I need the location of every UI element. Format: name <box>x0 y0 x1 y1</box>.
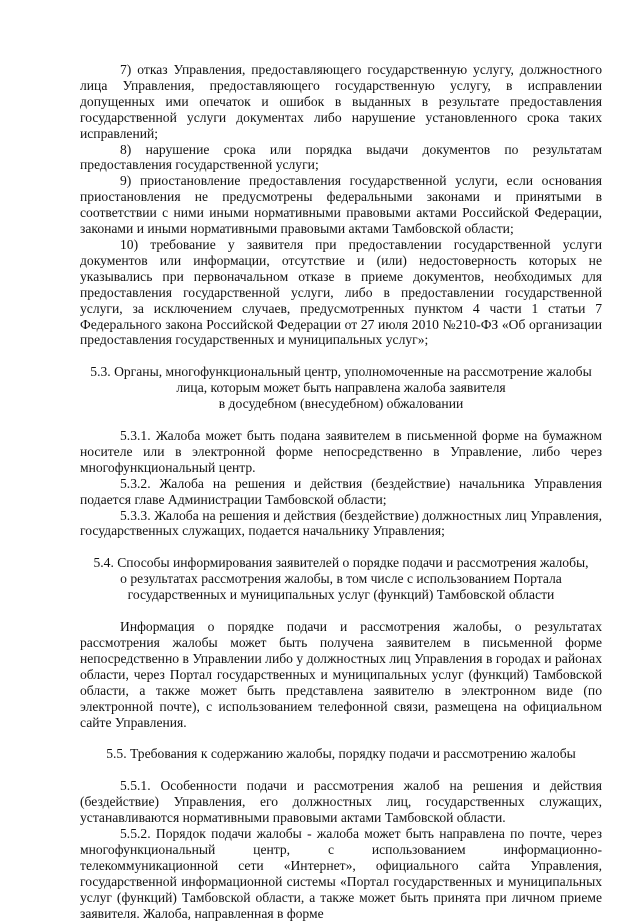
paragraph-5-5-1: 5.5.1. Особенности подачи и рассмотрения жалоб на решения и действия (бездействие) Управления, его должностных лиц, государственных служащих, устанавливаются нормативными правовыми актами Тамбовской области. <box>80 778 602 826</box>
section-5-3-heading-line-3: в досудебном (внесудебном) обжаловании <box>218 396 464 412</box>
section-5-3-heading <box>80 364 602 412</box>
section-5-4-heading <box>80 555 602 603</box>
section-5-4-heading-line-3: государственных и муниципальных услуг (функций) Тамбовской области <box>127 587 555 603</box>
section-5-4-heading-line-1: 5.4. Способы информирования заявителей о порядке подачи и рассмотрения жалобы, <box>93 555 589 571</box>
paragraph-5-3-2: 5.3.2. Жалоба на решения и действия (бездействие) начальника Управления подается главе Администрации Тамбовской области; <box>80 475 602 507</box>
paragraph-5-3-1: 5.3.1. Жалоба может быть подана заявителем в письменной форме на бумажном носителе или в электронной форме непосредственно в Управление, либо через многофункциональный центр. <box>80 428 602 475</box>
list-item-10: 10) требование у заявителя при предоставлении государственной услуги документов или информации, отсутствие и (или) недостоверность которых не указывались при первоначальном отказе в приеме документов, необходимых для предоставления государственной услуги, либо в предоставлении государственной услуги, за исключением случаев, предусмотренных пунктом 4 части 1 статьи 7 Федерального закона Российской Федерации от 27 июля 2010 №210-ФЗ «Об организации предоставления государственных и муниципальных услуг»; <box>80 236 602 348</box>
list-item-9: 9) приостановление предоставления государственной услуги, если основания приостановления не предусмотрены федеральными законами и принятыми в соответствии с ними иными нормативными правовыми актами Российской Федерации, законами и иными нормативными правовыми актами Тамбовской области; <box>80 173 602 237</box>
list-item-7: 7) отказ Управления, предоставляющего государственную услугу, должностного лица Управления, предоставляющего государственную услугу, в исправлении допущенных ими опечаток и ошибок в выданных в результате предоставления государственной услуги документах либо нарушение установленного срока таких исправлений; <box>80 62 602 141</box>
paragraph-5-4-info: Информация о порядке подачи и рассмотрения жалобы, о результатах рассмотрения жалобы может быть получена заявителем в письменной форме непосредственно в Управлении либо у должностных лиц Управления в городах и районах области, через Портал государственных и муниципальных услуг (функций) Тамбовской области, а также может быть представлена заявителю в электронном виде (по электронной почте), с использованием телефонной связи, размещена на официальном сайте Управления. <box>80 619 602 730</box>
paragraph-5-3-3: 5.3.3. Жалоба на решения и действия (бездействие) должностных лиц Управления, государственных служащих, подается начальнику Управления; <box>80 507 602 539</box>
section-5-3-heading-line-1: 5.3. Органы, многофункциональный центр, уполномоченные на рассмотрение жалобы <box>90 364 592 380</box>
section-5-5-heading-line-1: 5.5. Требования к содержанию жалобы, порядку подачи и рассмотрению жалобы <box>106 746 576 762</box>
section-5-4-heading-line-2: о результатах рассмотрения жалобы, в том числе с использованием Портала <box>120 571 562 587</box>
section-5-3-heading-line-2: лица, которым может быть направлена жалоба заявителя <box>176 380 506 396</box>
section-5-5-heading <box>80 746 602 762</box>
list-item-8: 8) нарушение срока или порядка выдачи документов по результатам предоставления государственной услуги; <box>80 141 602 173</box>
paragraph-5-5-2: 5.5.2. Порядок подачи жалобы - жалоба может быть направлена по почте, через многофункциональный центр, с использованием информационно-телекоммуникационной сети «Интернет», официального сайта Управления, государственной информационной системы «Портал государственных и муниципальных услуг (функций) Тамбовской области, а также может быть принята при личном приеме заявителя. Жалоба, направленная в форме <box>80 826 602 921</box>
